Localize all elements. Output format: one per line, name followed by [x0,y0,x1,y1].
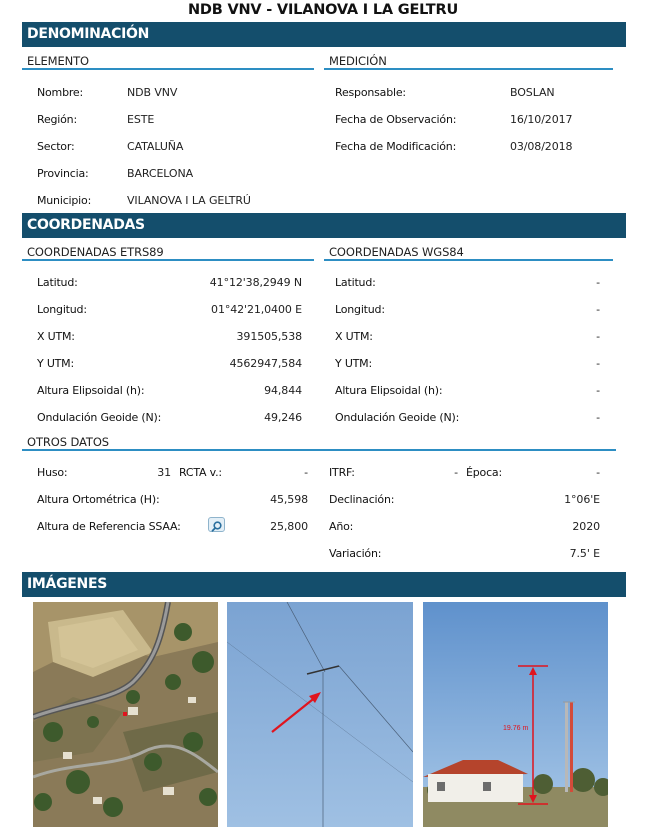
label-wgs-y: Y UTM: [335,357,372,370]
label-wgs-ondulacion: Ondulación Geoide (N): [335,411,460,424]
label-etrs-longitud: Longitud: [37,303,87,316]
value-wgs-longitud: - [596,303,600,316]
value-wgs-latitud: - [596,276,600,289]
label-epoca: Época: [466,466,502,479]
section-denominacion: DENOMINACIÓN [22,22,626,47]
label-wgs-longitud: Longitud: [335,303,385,316]
value-municipio: VILANOVA I LA GELTRÚ [127,194,251,207]
value-etrs-altura: 94,844 [264,384,302,397]
value-wgs-ondulacion: - [596,411,600,424]
value-etrs-longitud: 01°42'21,0400 E [211,303,302,316]
subheading-medicion: MEDICIÓN [324,54,613,70]
ssaa-search-button[interactable] [208,517,225,532]
label-nombre: Nombre: [37,86,84,99]
label-huso: Huso: [37,466,68,479]
value-anio: 2020 [572,520,600,533]
value-responsable: BOSLAN [510,86,555,99]
label-itrf: ITRF: [329,466,355,479]
value-itrf: - [454,466,458,479]
label-sector: Sector: [37,140,75,153]
value-region: ESTE [127,113,155,126]
label-etrs-x: X UTM: [37,330,75,343]
value-rcta: - [304,466,308,479]
label-region: Región: [37,113,77,126]
label-etrs-altura: Altura Elipsoidal (h): [37,384,145,397]
label-fecha-observacion: Fecha de Observación: [335,113,457,126]
section-coordenadas: COORDENADAS [22,213,626,238]
antenna-sky-photo[interactable] [227,602,413,827]
section-imagenes: IMÁGENES [22,572,626,597]
value-altura-ssaa: 25,800 [270,520,308,533]
value-nombre: NDB VNV [127,86,178,99]
label-etrs-y: Y UTM: [37,357,74,370]
subheading-elemento: ELEMENTO [22,54,314,70]
label-declinacion: Declinación: [329,493,395,506]
label-municipio: Municipio: [37,194,92,207]
value-epoca: - [596,466,600,479]
label-provincia: Provincia: [37,167,89,180]
subheading-wgs84: COORDENADAS WGS84 [324,245,613,261]
label-wgs-latitud: Latitud: [335,276,376,289]
magnifier-icon [209,520,224,533]
subheading-otros-datos: OTROS DATOS [22,435,616,451]
subheading-etrs89: COORDENADAS ETRS89 [22,245,314,261]
label-altura-ssaa: Altura de Referencia SSAA: [37,520,181,533]
label-wgs-altura: Altura Elipsoidal (h): [335,384,443,397]
value-provincia: BARCELONA [127,167,194,180]
value-etrs-latitud: 41°12'38,2949 N [209,276,302,289]
value-declinacion: 1°06'E [564,493,600,506]
label-anio: Año: [329,520,354,533]
height-annotation: 19.76 m [503,725,529,732]
value-variacion: 7.5' E [569,547,600,560]
aerial-photo[interactable] [33,602,218,827]
value-fecha-observacion: 16/10/2017 [510,113,573,126]
label-etrs-latitud: Latitud: [37,276,78,289]
value-wgs-altura: - [596,384,600,397]
value-fecha-modificacion: 03/08/2018 [510,140,573,153]
label-wgs-x: X UTM: [335,330,373,343]
label-variacion: Variación: [329,547,382,560]
value-etrs-ondulacion: 49,246 [264,411,302,424]
value-etrs-x: 391505,538 [236,330,302,343]
label-responsable: Responsable: [335,86,406,99]
value-wgs-y: - [596,357,600,370]
label-altura-ortometrica: Altura Ortométrica (H): [37,493,160,506]
value-huso: 31 [157,466,171,479]
mast-height-photo[interactable] [423,602,608,827]
value-sector: CATALUÑA [127,140,184,153]
label-fecha-modificacion: Fecha de Modificación: [335,140,457,153]
page-title: NDB VNV - VILANOVA I LA GELTRU [187,2,459,18]
label-etrs-ondulacion: Ondulación Geoide (N): [37,411,162,424]
label-rcta: RCTA v.: [179,466,222,479]
value-altura-ortometrica: 45,598 [270,493,308,506]
value-wgs-x: - [596,330,600,343]
value-etrs-y: 4562947,584 [229,357,302,370]
